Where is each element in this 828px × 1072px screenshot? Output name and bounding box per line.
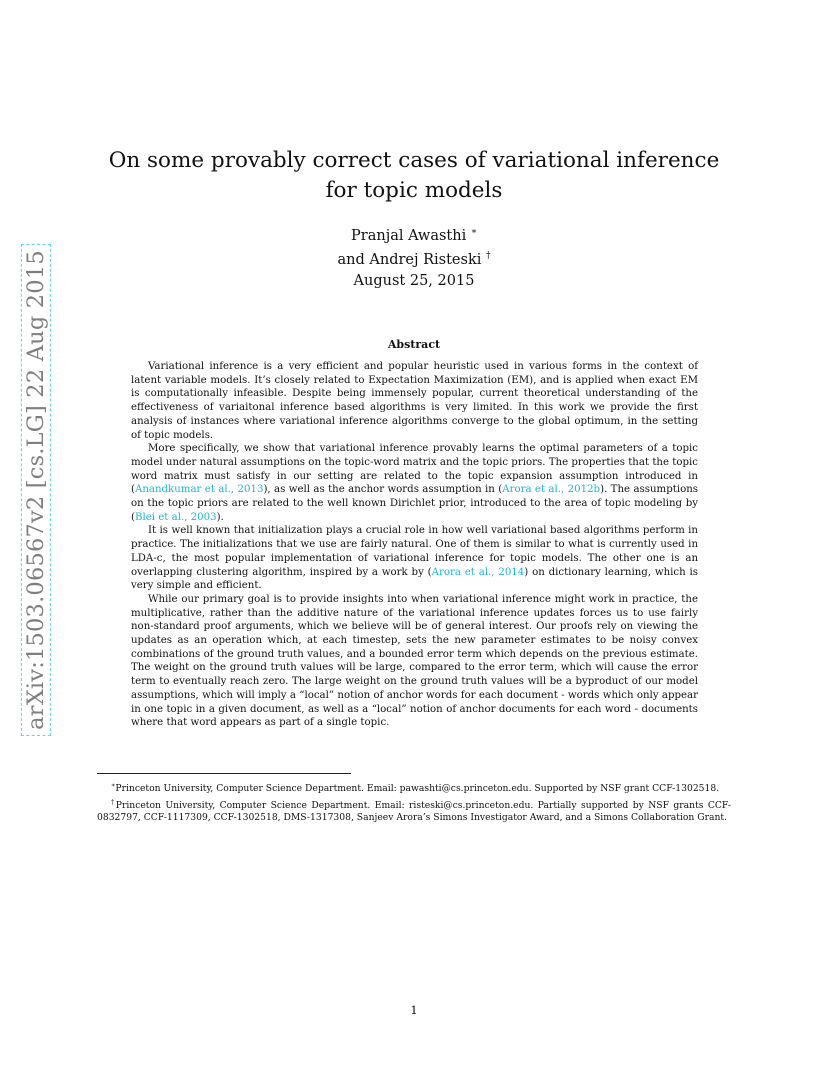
author-block xyxy=(264,222,564,270)
author-1-name: Pranjal Awasthi xyxy=(351,228,467,244)
abstract-p2-text-2: ), as well as the anchor words assumption in ( xyxy=(263,484,503,496)
paper-date: August 25, 2015 xyxy=(353,273,475,289)
abstract-heading: Abstract xyxy=(387,338,441,351)
author-1 xyxy=(264,222,564,246)
footnote-1-mark: ∗ xyxy=(111,781,116,789)
footnote-rule xyxy=(97,773,351,774)
author-2-name: Andrej Risteski xyxy=(369,252,482,268)
abstract-paragraph-2 xyxy=(131,442,698,524)
abstract-body xyxy=(131,360,698,730)
footnote-2-mark: † xyxy=(111,797,116,806)
abstract-paragraph-3 xyxy=(131,524,698,593)
author-2-footnote-mark[interactable]: † xyxy=(485,251,491,261)
abstract-p2-text-3: ). The assumptions on the topic priors are related to the well known Dirichlet prior, introduced to the area of topic modeling by ( xyxy=(131,484,699,523)
footnotes xyxy=(97,779,731,825)
abstract-paragraph-4: While our primary goal is to provide insights into when variational inference might work in practice, the multiplicative, rather than the additive nature of the variational inference updates forces us to use fairly non-standard proof arguments, which we believe will be of general interest. Our proofs rely on viewing the updates as an operation which, at each timestep, sets the new parameter estimates to be noisy convex combinations of the ground truth values, and a bounded error term which depends on the previous estimate. The weight on the ground truth values will be large, compared to the error term, which will cause the error term to eventually reach zero. The large weight on the ground truth values will be a byproduct of our model assumptions, which will imply a “local” notion of anchor words for each document - words which only appear in one topic in a given document, as well as a “local” notion of anchor documents for each word - documents where that word appears as part of a single topic. xyxy=(131,593,698,729)
author-2-prefix: and xyxy=(337,252,370,268)
citation-link-arora-2014[interactable]: Arora et al., 2014 xyxy=(431,566,525,578)
author-1-footnote-mark[interactable]: ∗ xyxy=(470,227,477,237)
citation-link-blei-2003[interactable]: Blei et al., 2003 xyxy=(134,511,217,523)
abstract-p2-text-4: ). xyxy=(216,511,224,523)
citation-link-anandkumar-2013[interactable]: Anandkumar et al., 2013 xyxy=(134,484,264,496)
arxiv-stamp xyxy=(20,250,52,730)
footnote-1-text: Princeton University, Computer Science Department. Email: pawashti@cs.princeton.edu. Supported by NSF grant CCF-1302518. xyxy=(115,783,720,794)
author-2 xyxy=(264,246,564,270)
abstract-p3-text-2: ) on dictionary learning, which is very simple and efficient. xyxy=(131,566,698,592)
abstract-p2-text-1: More specifically, we show that variational inference provably learns the optimal parameters of a topic model under natural assumptions on the topic-word matrix and the topic priors. The properties that the topic word matrix must satisfy in our setting are related to the topic expansion assumption introduced in ( xyxy=(131,443,698,496)
citation-link-arora-2012b[interactable]: Arora et al., 2012b xyxy=(502,484,601,496)
footnote-1 xyxy=(97,779,731,796)
footnote-2 xyxy=(97,796,731,825)
arxiv-stamp-text: arXiv:1503.06567v2 [cs.LG] 22 Aug 2015 xyxy=(23,246,49,734)
footnote-2-text: Princeton University, Computer Science Department. Email: risteski@cs.princeton.edu. Partially supported by NSF grants CCF-0832797, CCF-1117309, CCF-1302518, DMS-1317308, Sanjeev Arora’s Simons Investigator Award, and a Simons Collaboration Grant. xyxy=(97,799,731,823)
abstract-paragraph-1: Variational inference is a very efficient and popular heuristic used in various forms in the context of latent variable models. It’s closely related to Expectation Maximization (EM), and is applied when exact EM is computationally infeasible. Despite being immensely popular, current theoretical understanding of the effectiveness of variaitonal inference based algorithms is very limited. In this work we provide the first analysis of instances where variational inference algorithms converge to the global optimum, in the setting of topic models. xyxy=(131,361,698,441)
page-number: 1 xyxy=(410,1003,418,1017)
abstract-p3-text-1: It is well known that initialization plays a crucial role in how well variational based algorithms perform in practice. The initializations that we use are fairly natural. One of them is similar to what is currently used in LDA-c, the most popular implementation of variational inference for topic models. The other one is an overlapping clustering algorithm, inspired by a work by ( xyxy=(131,525,698,578)
paper-title: On some provably correct cases of variational inference for topic models xyxy=(108,148,720,203)
